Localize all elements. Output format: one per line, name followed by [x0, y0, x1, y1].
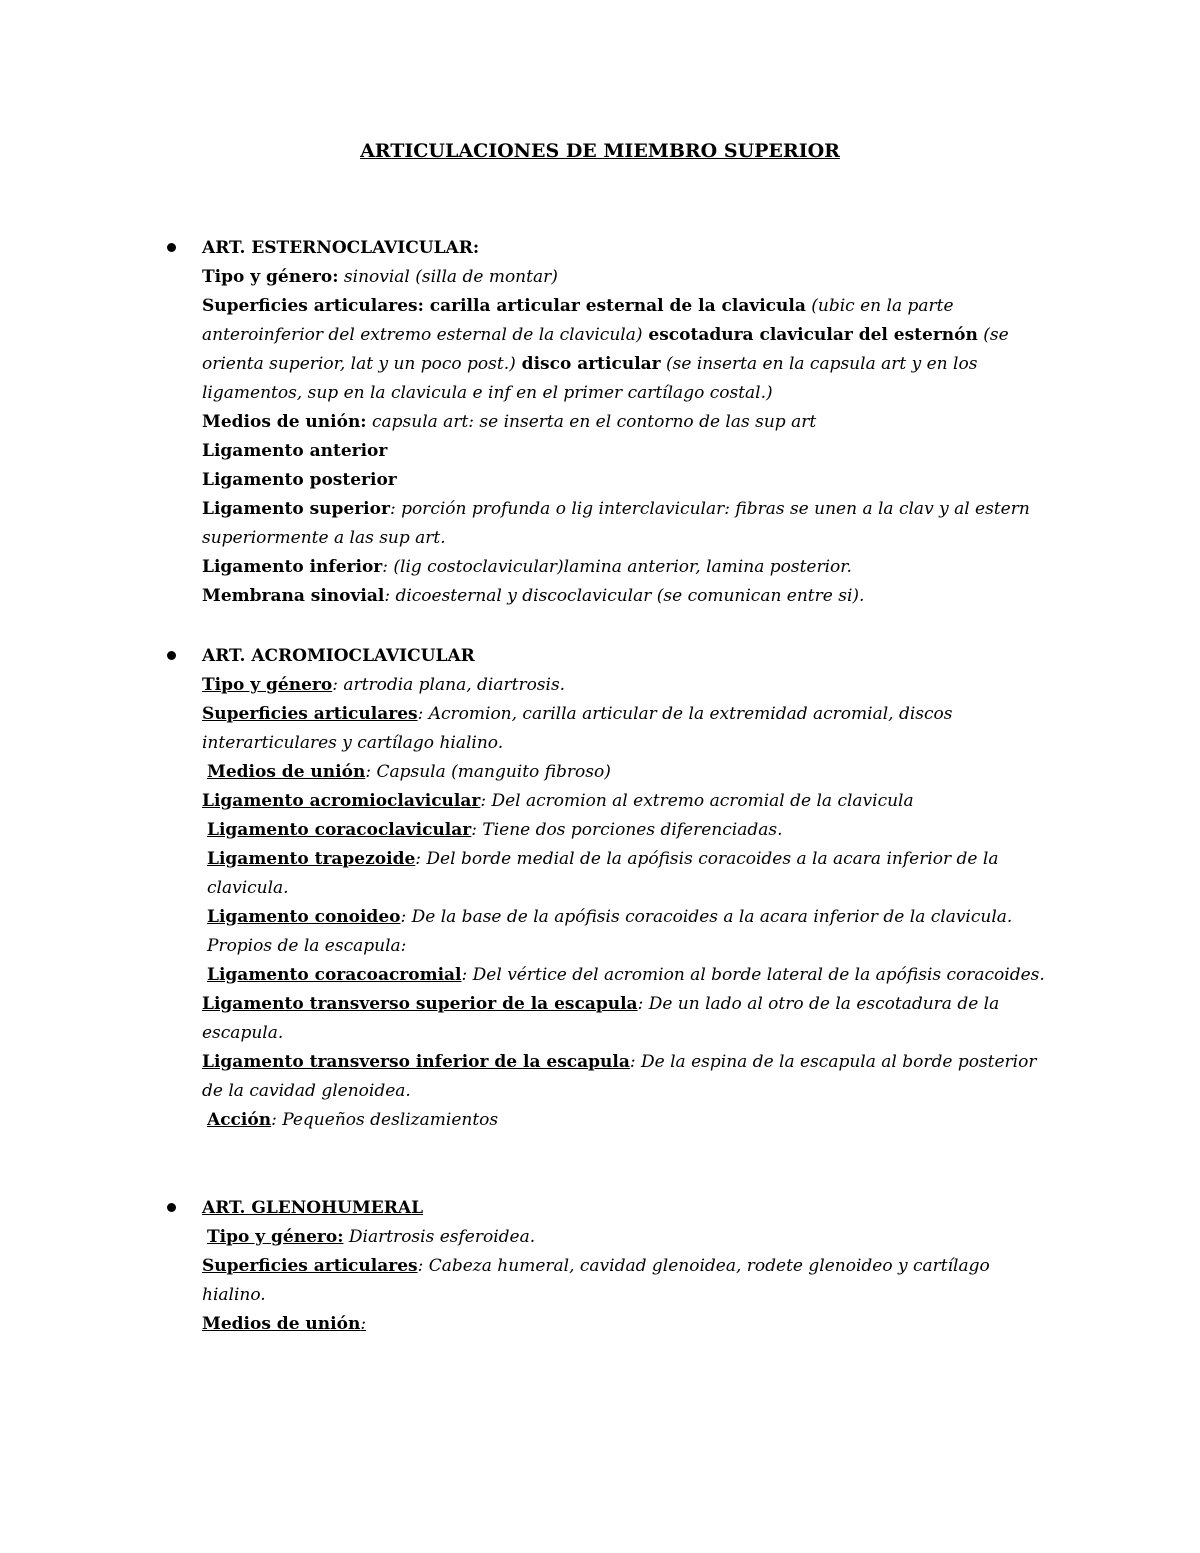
medios-union: Medios de unión: capsula art: se inserta en el contorno de las sup art [202, 412, 817, 432]
section-heading: ART. GLENOHUMERAL [202, 1198, 424, 1218]
membrana-sinovial: Membrana sinovial: dicoesternal y discoclavicular (se comunican entre si). [202, 586, 865, 606]
ligamento-posterior: Ligamento posterior [202, 470, 397, 490]
medios-union: Medios de unión: [202, 1314, 367, 1334]
ligamento-trapezoide: Ligamento trapezoide: Del borde medial de la apófisis coracoides a la acara inferior de la clavicula. [207, 849, 999, 898]
ligamento-coracoclavicular: Ligamento coracoclavicular: Tiene dos porciones diferenciadas. [207, 820, 783, 840]
tipo-genero: Tipo y género: sinovial (silla de montar) [202, 267, 558, 287]
superficies-articulares: Superficies articulares: Acromion, carilla articular de la extremidad acromial, discos interarticulares y cartílago hialino. [202, 704, 953, 753]
accion: Acción: Pequeños deslizamientos [207, 1110, 499, 1130]
document-title: ARTICULACIONES DE MIEMBRO SUPERIOR [360, 140, 840, 162]
tipo-genero: Tipo y género: artrodia plana, diartrosis. [202, 675, 566, 695]
tipo-genero: Tipo y género: Diartrosis esferoidea. [207, 1227, 536, 1247]
section-heading: ART. ESTERNOCLAVICULAR: [202, 238, 480, 258]
bullet-icon [167, 651, 176, 660]
bullet-icon [167, 243, 176, 252]
ligamento-coracoacromial: Ligamento coracoacromial: Del vértice del acromion al borde lateral de la apófisis coracoides. [207, 965, 1045, 985]
medios-union: Medios de unión: Capsula (manguito fibroso) [207, 762, 611, 782]
ligamento-inferior: Ligamento inferior: (lig costoclavicular)lamina anterior, lamina posterior. [202, 557, 852, 577]
bullet-icon [167, 1203, 176, 1212]
ligamento-transverso-inferior: Ligamento transverso inferior de la escapula: De la espina de la escapula al borde posterior de la cavidad glenoidea. [202, 1052, 1037, 1101]
ligamento-superior: Ligamento superior: porción profunda o lig interclavicular: fibras se unen a la clav y al estern superiormente a las sup art. [202, 499, 1030, 548]
ligamento-transverso-superior: Ligamento transverso superior de la escapula: De un lado al otro de la escotadura de la escapula. [202, 994, 1000, 1043]
ligamento-conoideo: Ligamento conoideo: De la base de la apófisis coracoides a la acara inferior de la clavicula. [207, 907, 1013, 927]
ligamento-acromioclavicular: Ligamento acromioclavicular: Del acromion al extremo acromial de la clavicula [202, 791, 914, 811]
superficies-articulares: Superficies articulares: Cabeza humeral, cavidad glenoidea, rodete glenoideo y cartílago hialino. [202, 1256, 990, 1305]
section-heading: ART. ACROMIOCLAVICULAR [202, 646, 475, 666]
superficies-articulares: Superficies articulares: carilla articular esternal de la clavicula (ubic en la parte anteroinferior del extremo esternal de la clavicula) escotadura clavicular del esternón (se orienta superior, lat y un poco post.) disco articular (se inserta en la capsula art y en los ligamentos, sup en la clavicula e inf en el primer cartílago costal.) [202, 296, 1009, 403]
ligamento-anterior: Ligamento anterior [202, 441, 388, 461]
propios-escapula: Propios de la escapula: [207, 936, 407, 956]
